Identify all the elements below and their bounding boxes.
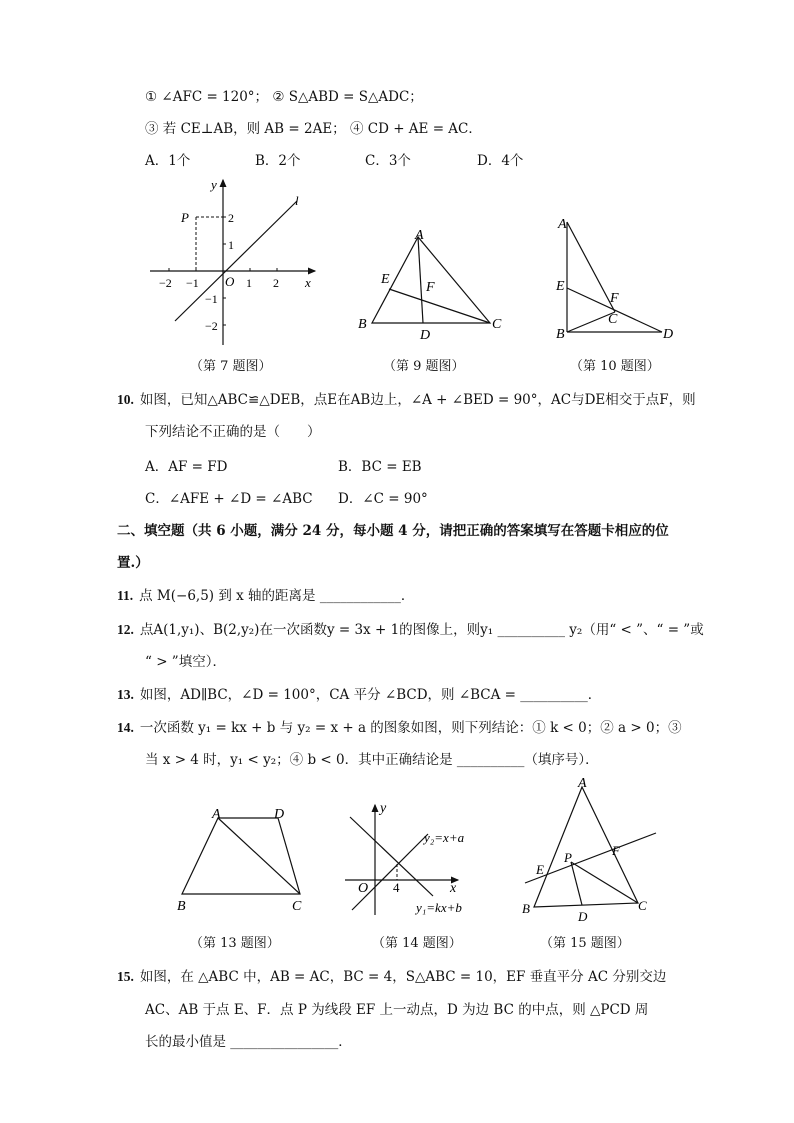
xtick-minus1: −1 xyxy=(186,276,199,290)
q15-text-3: 长的最小值是 ________________． xyxy=(145,1034,352,1050)
q9-choice-d: D．4个 xyxy=(477,153,524,169)
q10-line-1 xyxy=(117,388,696,408)
fig15-caption: （第 15 题图） xyxy=(540,936,630,951)
fig13-a: A xyxy=(212,807,221,822)
fig14-origin: O xyxy=(358,881,369,896)
fig10-b: B xyxy=(556,327,565,342)
fig13-c: C xyxy=(292,899,302,914)
fig14-caption: （第 14 题图） xyxy=(372,936,462,951)
origin-label: O xyxy=(225,274,235,289)
fig14-line-y2 xyxy=(352,834,428,910)
q9-choice-c: C．3个 xyxy=(365,153,411,169)
fig14-y2-label: y₂=x+a xyxy=(424,830,465,845)
q15-number: 15. xyxy=(117,969,134,984)
xtick-minus2: −2 xyxy=(159,276,172,290)
figure-9 xyxy=(355,225,505,345)
q10-option-c: C．∠AFE + ∠D = ∠ABC xyxy=(145,491,313,507)
fig9-a: A xyxy=(415,228,424,243)
fig7-caption: （第 7 题图） xyxy=(190,359,272,374)
fig10-caption: （第 10 题图） xyxy=(570,359,660,374)
fig15-d: D xyxy=(578,909,588,924)
q10-text-1: 如图，已知△ABC≌△DEB，点E在AB边上，∠A + ∠BED = 90°，AC与DE相交于点F，则 xyxy=(139,392,696,408)
figure-10 xyxy=(552,210,687,345)
fig13-b: B xyxy=(177,899,186,914)
q12-text-2: “ > ”填空）． xyxy=(145,654,226,670)
figure-14 xyxy=(340,800,490,920)
fig9-caption: （第 9 题图） xyxy=(383,359,465,374)
xtick-2: 2 xyxy=(273,276,279,290)
point-p-label: P xyxy=(181,210,189,225)
q14-text-2: 当 x > 4 时，y₁ < y₂；④ b < 0．其中正确结论是 __________（填序号）． xyxy=(145,752,599,768)
q13-line xyxy=(117,683,601,703)
fig14-y1-label: y₁=kx+b xyxy=(416,900,462,915)
fig10-c: C xyxy=(608,312,618,327)
fig10-f: F xyxy=(610,291,619,306)
figure-13 xyxy=(170,808,315,918)
fig15-b: B xyxy=(522,901,530,916)
ytick-minus1: −1 xyxy=(205,292,218,306)
fig9-c: C xyxy=(492,317,502,332)
q10-number: 10. xyxy=(117,392,134,407)
q13-number: 13. xyxy=(117,687,134,702)
q10-option-b: B．BC = EB xyxy=(338,459,422,475)
fig9-f: F xyxy=(426,280,435,295)
fig15-f: F xyxy=(612,843,620,858)
fig14-y-label: y xyxy=(380,801,387,816)
xtick-1: 1 xyxy=(246,276,252,290)
fig9-e: E xyxy=(381,272,390,287)
fig15-p: P xyxy=(564,850,572,865)
fig15-a: A xyxy=(578,776,587,791)
q14-line-1 xyxy=(117,716,682,736)
ytick-2: 2 xyxy=(228,211,234,225)
fig14-tick-4: 4 xyxy=(393,880,400,895)
fig10-d: D xyxy=(663,327,674,342)
y-axis-label: y xyxy=(211,177,217,192)
q15-text-2: AC、AB 于点 E、F．点 P 为线段 EF 上一动点，D 为边 BC 的中点，则 △PCD 周 xyxy=(145,1002,649,1018)
line-l xyxy=(175,201,297,321)
fig13-caption: （第 13 题图） xyxy=(190,936,280,951)
fig15-e: E xyxy=(536,862,544,877)
q13-text: 如图，AD∥BC，∠D = 100°，CA 平分 ∠BCD，则 ∠BCA = __________． xyxy=(139,687,602,703)
q10-option-d: D．∠C = 90° xyxy=(338,491,428,507)
fig9-b: B xyxy=(358,317,367,332)
section-2-heading-line-2: 置.） xyxy=(117,555,149,571)
q14-number: 14. xyxy=(117,720,134,735)
fig10-a: A xyxy=(558,217,567,232)
q11-line xyxy=(117,584,414,604)
q9-statement-line-2: ③ 若 CE⊥AB，则 AB = 2AE； ④ CD + AE = AC． xyxy=(145,121,482,137)
fig9-d: D xyxy=(420,328,431,343)
q12-line-1 xyxy=(117,618,704,638)
q9-statement-line-1: ① ∠AFC = 120°； ② S△ABD = S△ADC； xyxy=(145,89,423,105)
section-2-heading-line-1: 二、填空题（共 6 小题，满分 24 分，每小题 4 分，请把正确的答案填写在答题卡相应的位 xyxy=(117,523,669,539)
figure-15 xyxy=(518,775,668,925)
fig14-x-label: x xyxy=(450,881,457,896)
fig10-e: E xyxy=(556,279,565,294)
ytick-1: 1 xyxy=(228,238,234,252)
figure-7 xyxy=(145,175,325,350)
fig15-c: C xyxy=(638,898,647,913)
line-l-label: l xyxy=(295,193,299,208)
q10-text-2: 下列结论不正确的是（ ） xyxy=(145,424,321,440)
fig13-d: D xyxy=(274,807,285,822)
q9-choice-a: A．1个 xyxy=(145,153,191,169)
q12-text-1: 点A(1,y₁)、B(2,y₂)在一次函数y = 3x + 1的图像上，则y₁ __________ y₂（用“ < ”、“ = ”或 xyxy=(139,622,704,638)
q9-choice-b: B．2个 xyxy=(255,153,301,169)
q14-text-1: 一次函数 y₁ = kx + b 与 y₂ = x + a 的图象如图，则下列结论：① k < 0；② a > 0；③ xyxy=(139,720,682,736)
ytick-minus2: −2 xyxy=(205,319,218,333)
q10-option-a: A．AF = FD xyxy=(145,459,228,475)
x-axis-label: x xyxy=(305,275,311,290)
q15-text-1: 如图，在 △ABC 中，AB = AC，BC = 4，S△ABC = 10，EF 垂直平分 AC 分别交边 xyxy=(139,969,667,985)
q11-text: 点 M(−6,5) 到 x 轴的距离是 ____________． xyxy=(139,588,415,604)
q12-number: 12. xyxy=(117,622,134,637)
q11-number: 11. xyxy=(117,588,134,603)
q15-line-1 xyxy=(117,965,666,985)
